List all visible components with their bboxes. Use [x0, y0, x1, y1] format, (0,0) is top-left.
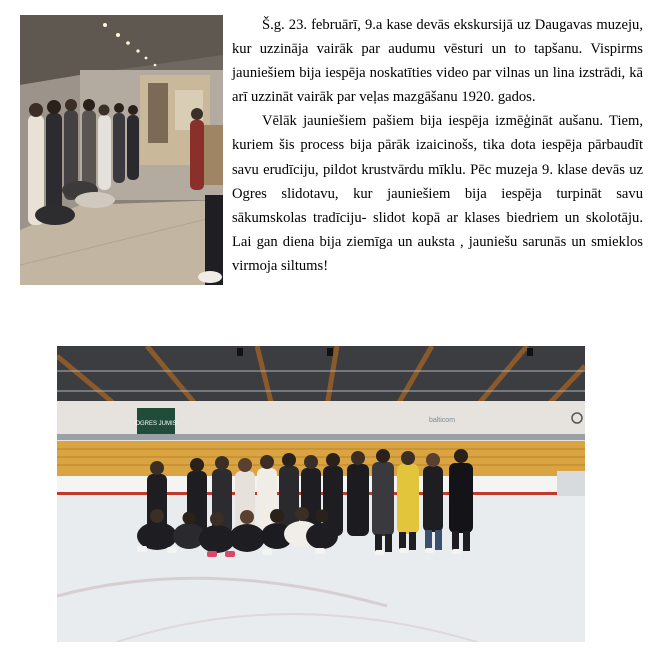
article-paragraph-1: Š.g. 23. februārī, 9.a kase devās ekskursijā uz Daugavas muzeju, kur uzzināja vairāk par audumu vēsturi un to tapšanu. Vispirms jauniešiem bija iespēja noskatīties video par vilnas un lina izstrādi, kā arī uzzināt vairāk par veļas mazgāšanu 1920. gados.	[232, 17, 643, 106]
rink-banner-text: OGRES JUMIS	[135, 421, 177, 427]
article-text	[20, 13, 643, 291]
article-paragraph-2: Vēlāk jauniešiem pašiem bija iespēja izmēģināt aušanu. Tiem, kuriem šis process bija pārāk izaicinošs, tika dota iespēja pārbaudīt savu erudīciju, pildot krustvārdu mīklu. Pēc muzeja 9. klase devās uz Ogres slidotavu, kur jauniešiem bija iespēja turpināt savu sākumskolas tradīciju- slidot kopā ar klases biedriem un skolotāju. Lai gan diena bija ziemīga un auksta , jauniešu sarunās un smieklos virmoja siltums!	[232, 113, 643, 274]
rink-wall-sign: balticom	[428, 417, 456, 424]
ice-rink-group-photo	[57, 346, 585, 642]
photo-wrap-spacer	[20, 13, 232, 291]
